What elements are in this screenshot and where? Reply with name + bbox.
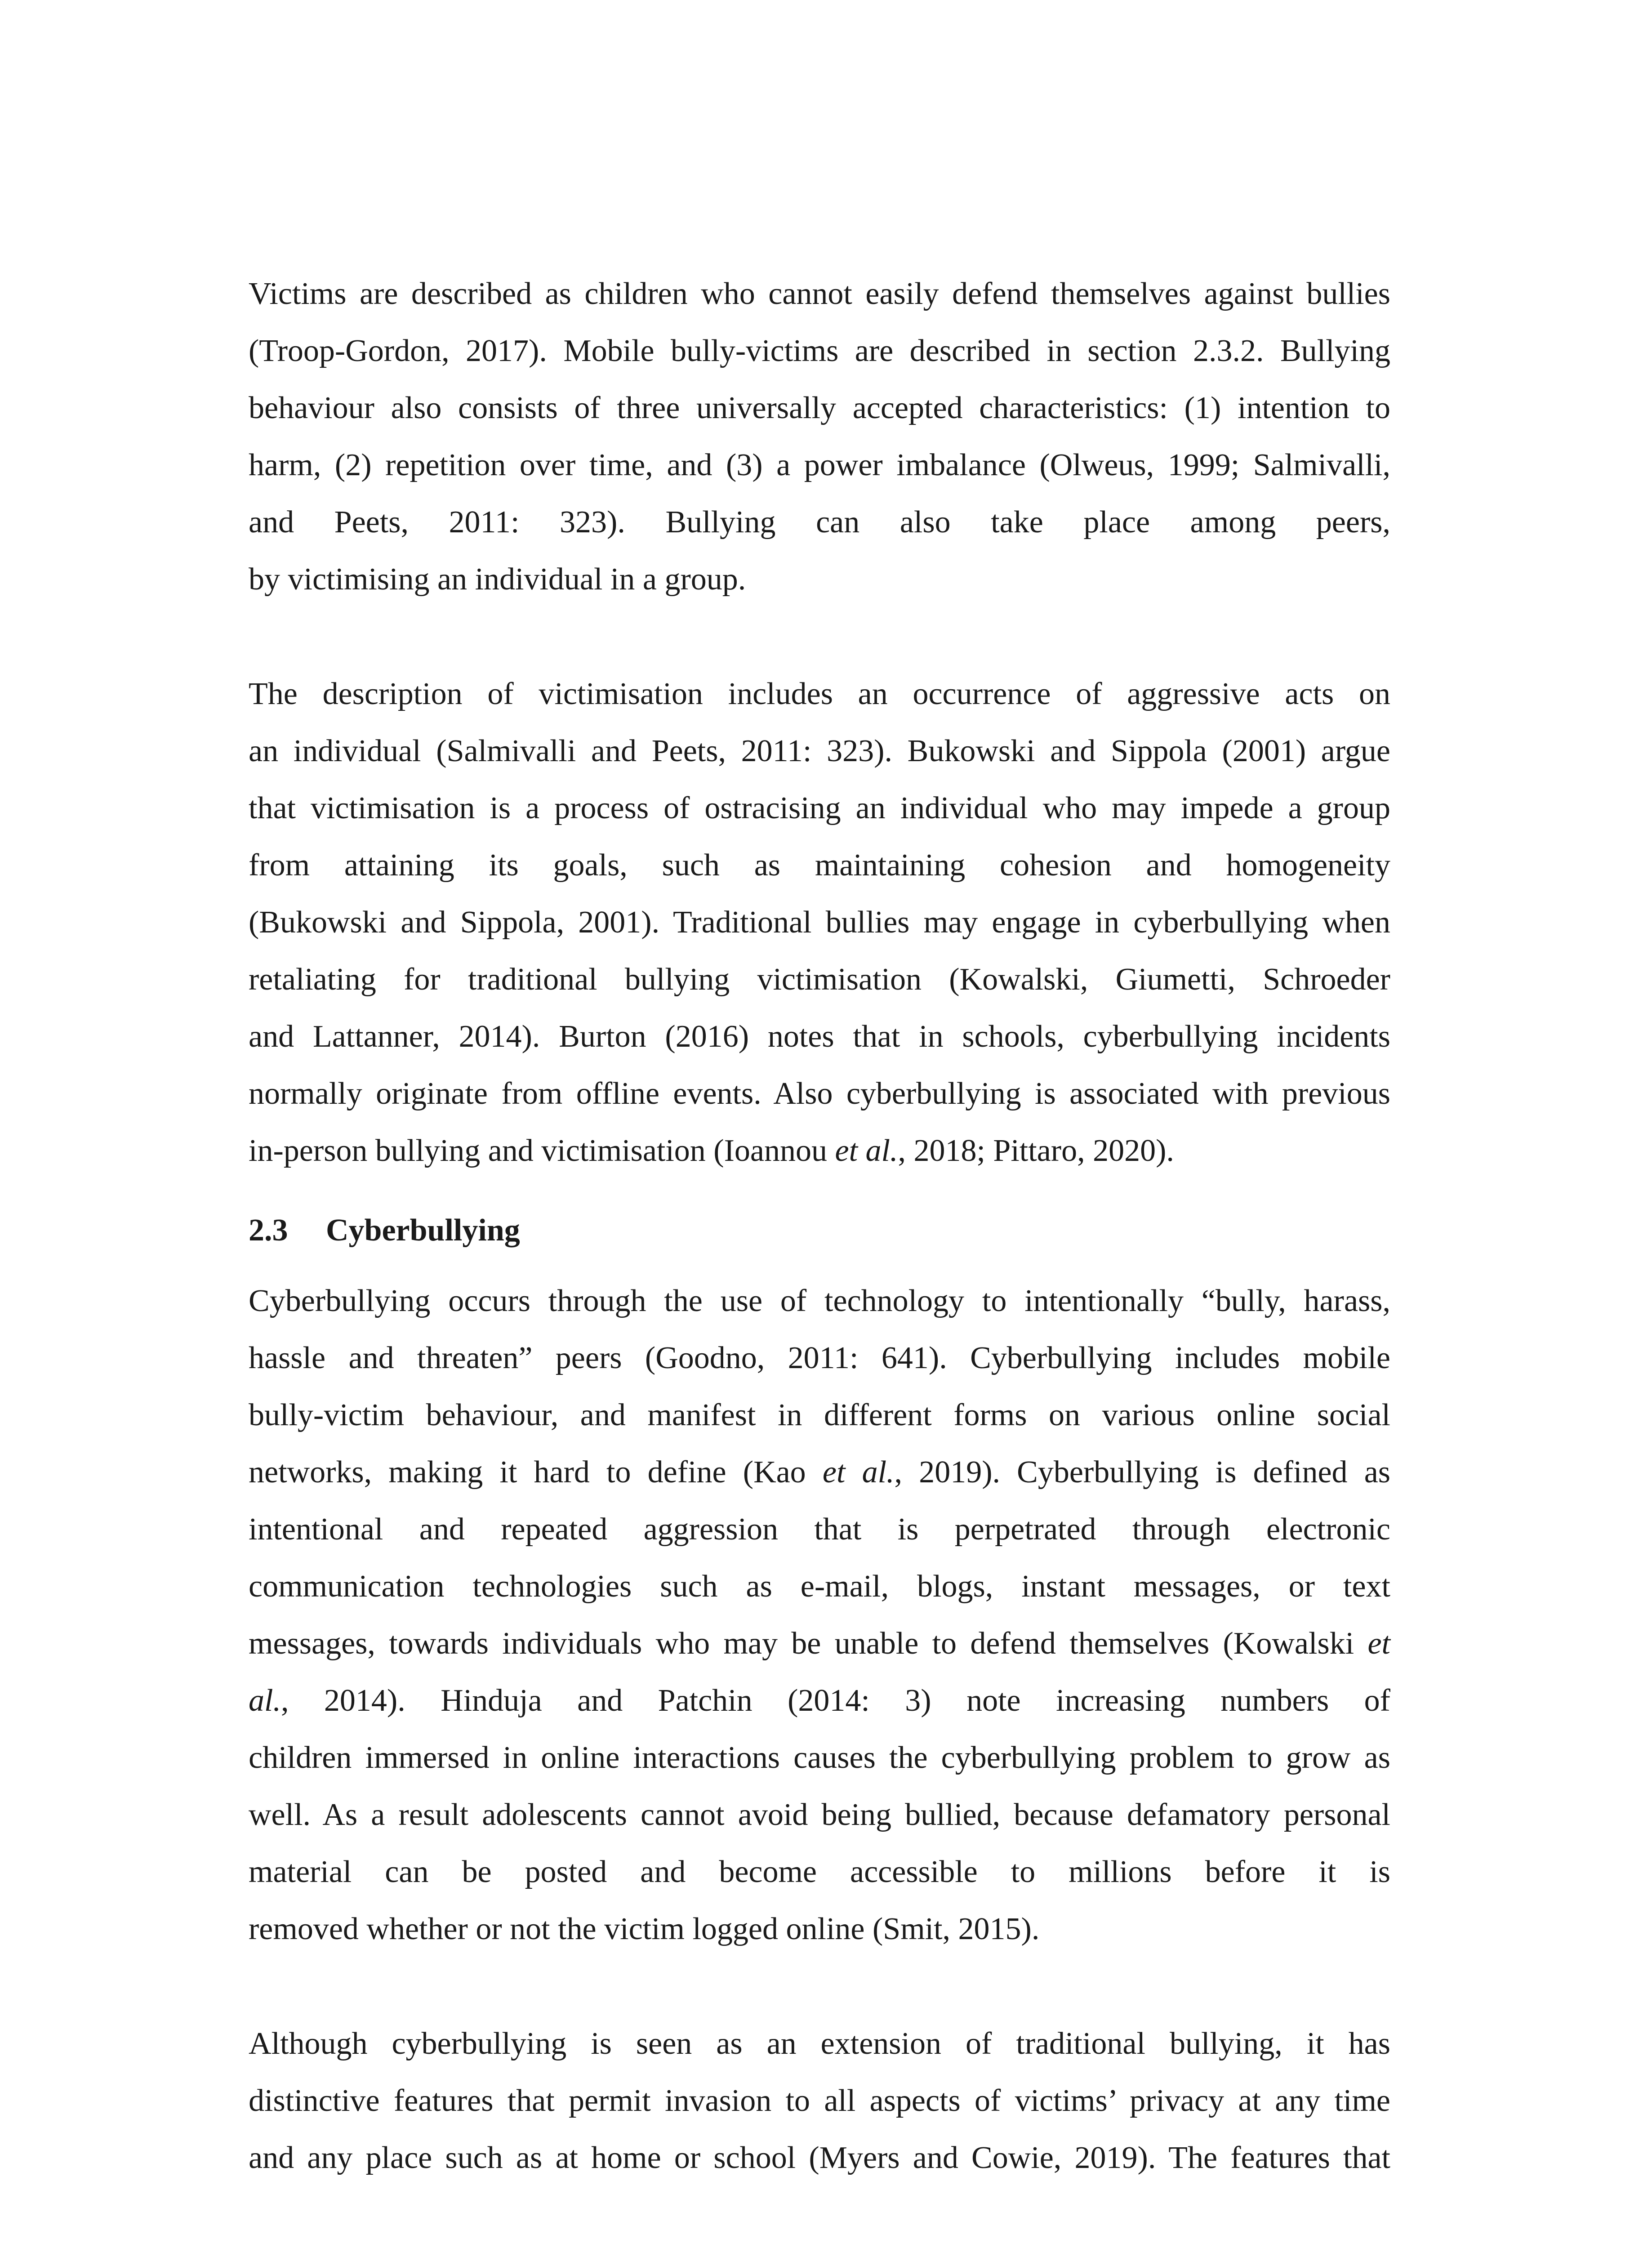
text-segment: , 2018; Pittaro, 2020). <box>898 1133 1174 1168</box>
page-body <box>249 265 1390 2186</box>
paragraph-victims <box>249 265 1390 608</box>
paragraph-victimisation <box>249 665 1390 1179</box>
text-line: harm, (2) repetition over time, and (3) a power imbalance (Olweus, 1999; Salmivalli, <box>249 448 1390 482</box>
text-segment: in-person bullying and victimisation (Ioannou <box>249 1133 835 1168</box>
text-line: Although cyberbullying is seen as an extension of traditional bullying, it has <box>249 2026 1390 2061</box>
text-line: removed whether or not the victim logged online (Smit, 2015). <box>249 1912 1040 1946</box>
text-line <box>249 1672 1390 1729</box>
text-line: communication technologies such as e-mail, blogs, instant messages, or text <box>249 1569 1390 1604</box>
text-line <box>249 1122 1390 1179</box>
text-line: well. As a result adolescents cannot avoid being bullied, because defamatory personal <box>249 1798 1390 1832</box>
text-line: by victimising an individual in a group. <box>249 562 746 597</box>
text-line: and any place such as at home or school (Myers and Cowie, 2019). The features that <box>249 2141 1390 2175</box>
text-line: bully-victim behaviour, and manifest in different forms on various online social <box>249 1398 1390 1432</box>
text-line <box>249 1615 1390 1672</box>
italic-text: et al. <box>822 1455 895 1490</box>
text-line: an individual (Salmivalli and Peets, 2011: 323). Bukowski and Sippola (2001) argue <box>249 734 1390 768</box>
section-title: Cyberbullying <box>326 1213 520 1248</box>
text-line: (Bukowski and Sippola, 2001). Traditional bullies may engage in cyberbullying when <box>249 905 1390 940</box>
text-segment: networks, making it hard to define (Kao <box>249 1455 823 1490</box>
text-line: and Peets, 2011: 323). Bullying can also take place among peers, <box>249 505 1390 540</box>
text-line: and Lattanner, 2014). Burton (2016) notes that in schools, cyberbullying incidents <box>249 1019 1390 1054</box>
text-segment: , 2014). Hinduja and Patchin (2014: 3) note increasing numbers of <box>281 1683 1390 1718</box>
text-line: from attaining its goals, such as maintaining cohesion and homogeneity <box>249 848 1390 883</box>
italic-text: et al. <box>835 1133 898 1168</box>
text-line: normally originate from offline events. Also cyberbullying is associated with previous <box>249 1076 1390 1111</box>
italic-text: al. <box>249 1683 281 1718</box>
text-line: hassle and threaten” peers (Goodno, 2011: 641). Cyberbullying includes mobile <box>249 1341 1390 1375</box>
text-line: children immersed in online interactions causes the cyberbullying problem to grow as <box>249 1740 1390 1775</box>
text-line: intentional and repeated aggression that is perpetrated through electronic <box>249 1512 1390 1547</box>
text-line: (Troop-Gordon, 2017). Mobile bully-victims are described in section 2.3.2. Bullying <box>249 334 1390 368</box>
paragraph-features <box>249 2015 1390 2186</box>
text-line: behaviour also consists of three universally accepted characteristics: (1) intention to <box>249 391 1390 425</box>
text-line: retaliating for traditional bullying victimisation (Kowalski, Giumetti, Schroeder <box>249 962 1390 997</box>
text-line: distinctive features that permit invasion to all aspects of victims’ privacy at any time <box>249 2083 1390 2118</box>
text-line <box>249 1444 1390 1501</box>
text-line: that victimisation is a process of ostracising an individual who may impede a group <box>249 791 1390 825</box>
text-segment: messages, towards individuals who may be unable to defend themselves (Kowalski <box>249 1626 1368 1661</box>
section-heading <box>249 1202 1390 1259</box>
text-line: The description of victimisation includes an occurrence of aggressive acts on <box>249 677 1390 711</box>
paragraph-cyberbullying <box>249 1272 1390 1958</box>
text-line: Cyberbullying occurs through the use of technology to intentionally “bully, harass, <box>249 1284 1390 1318</box>
section-number: 2.3 <box>249 1213 288 1248</box>
text-segment: , 2019). Cyberbullying is defined as <box>894 1455 1391 1490</box>
text-line: Victims are described as children who cannot easily defend themselves against bullies <box>249 277 1390 311</box>
italic-text: et <box>1367 1626 1390 1661</box>
text-line: material can be posted and become accessible to millions before it is <box>249 1855 1390 1889</box>
